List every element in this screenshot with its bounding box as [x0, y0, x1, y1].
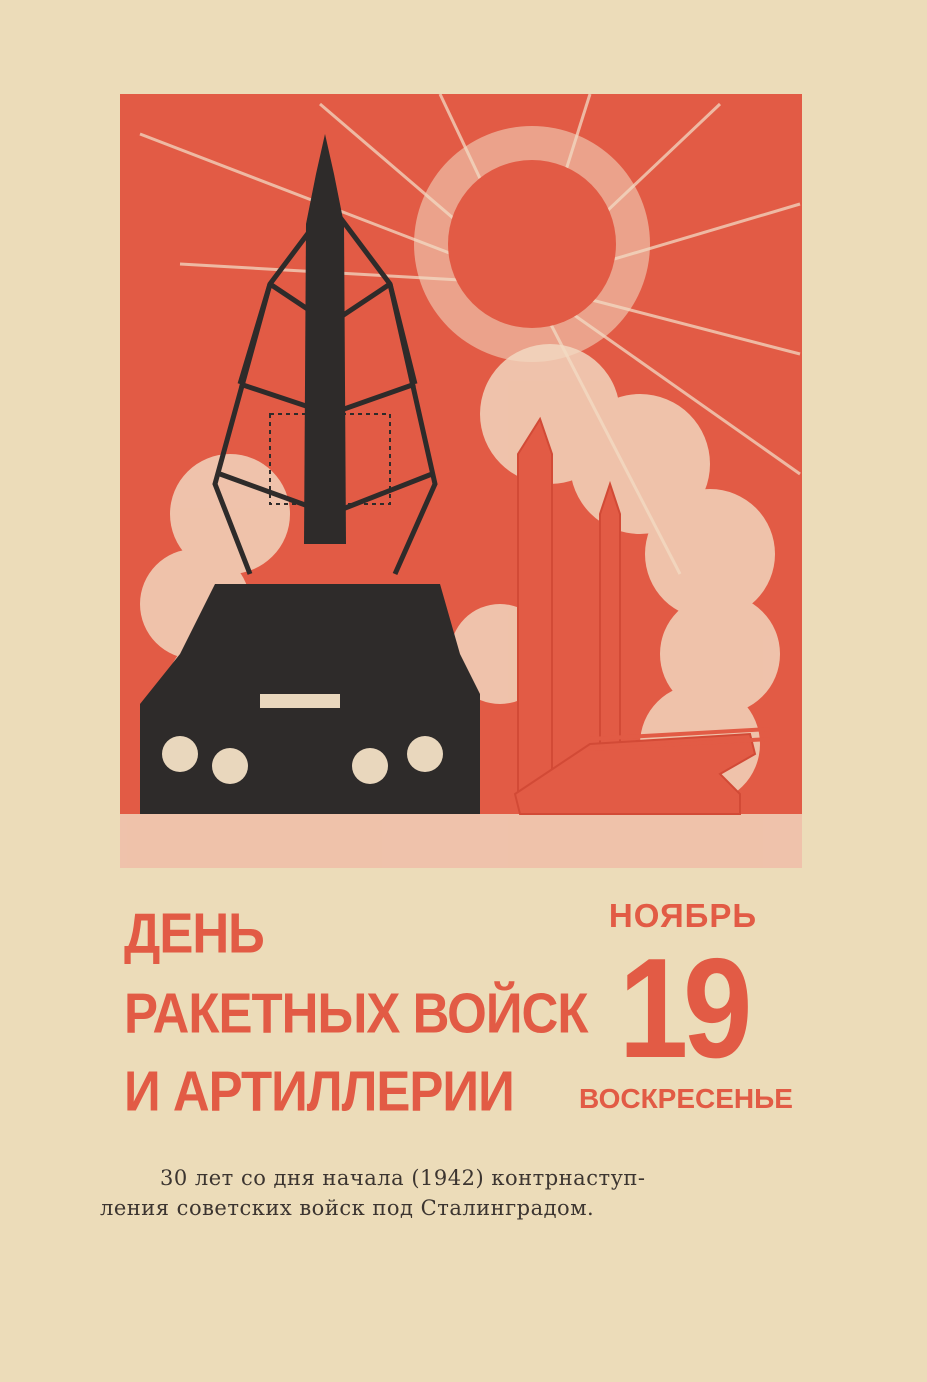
- sun: [448, 160, 616, 328]
- headline-line-2: РАКЕТНЫХ ВОЙСК: [124, 981, 588, 1045]
- small-rocket-left: [518, 419, 552, 794]
- date-day: 19: [618, 929, 748, 1088]
- historical-note-line-1: 30 лет со дня начала (1942) контрнаступ-: [160, 1166, 646, 1190]
- date-month: НОЯБРЬ: [608, 897, 758, 934]
- headline-line-1: ДЕНЬ: [124, 901, 264, 965]
- poster-illustration: [120, 94, 802, 868]
- date-weekday: ВОСКРЕСЕНЬЕ: [579, 1083, 793, 1114]
- historical-note-line-2: ления советских войск под Сталинградом.: [100, 1196, 595, 1220]
- headline-line-3: И АРТИЛЛЕРИИ: [124, 1059, 514, 1123]
- historical-note: [100, 1163, 820, 1223]
